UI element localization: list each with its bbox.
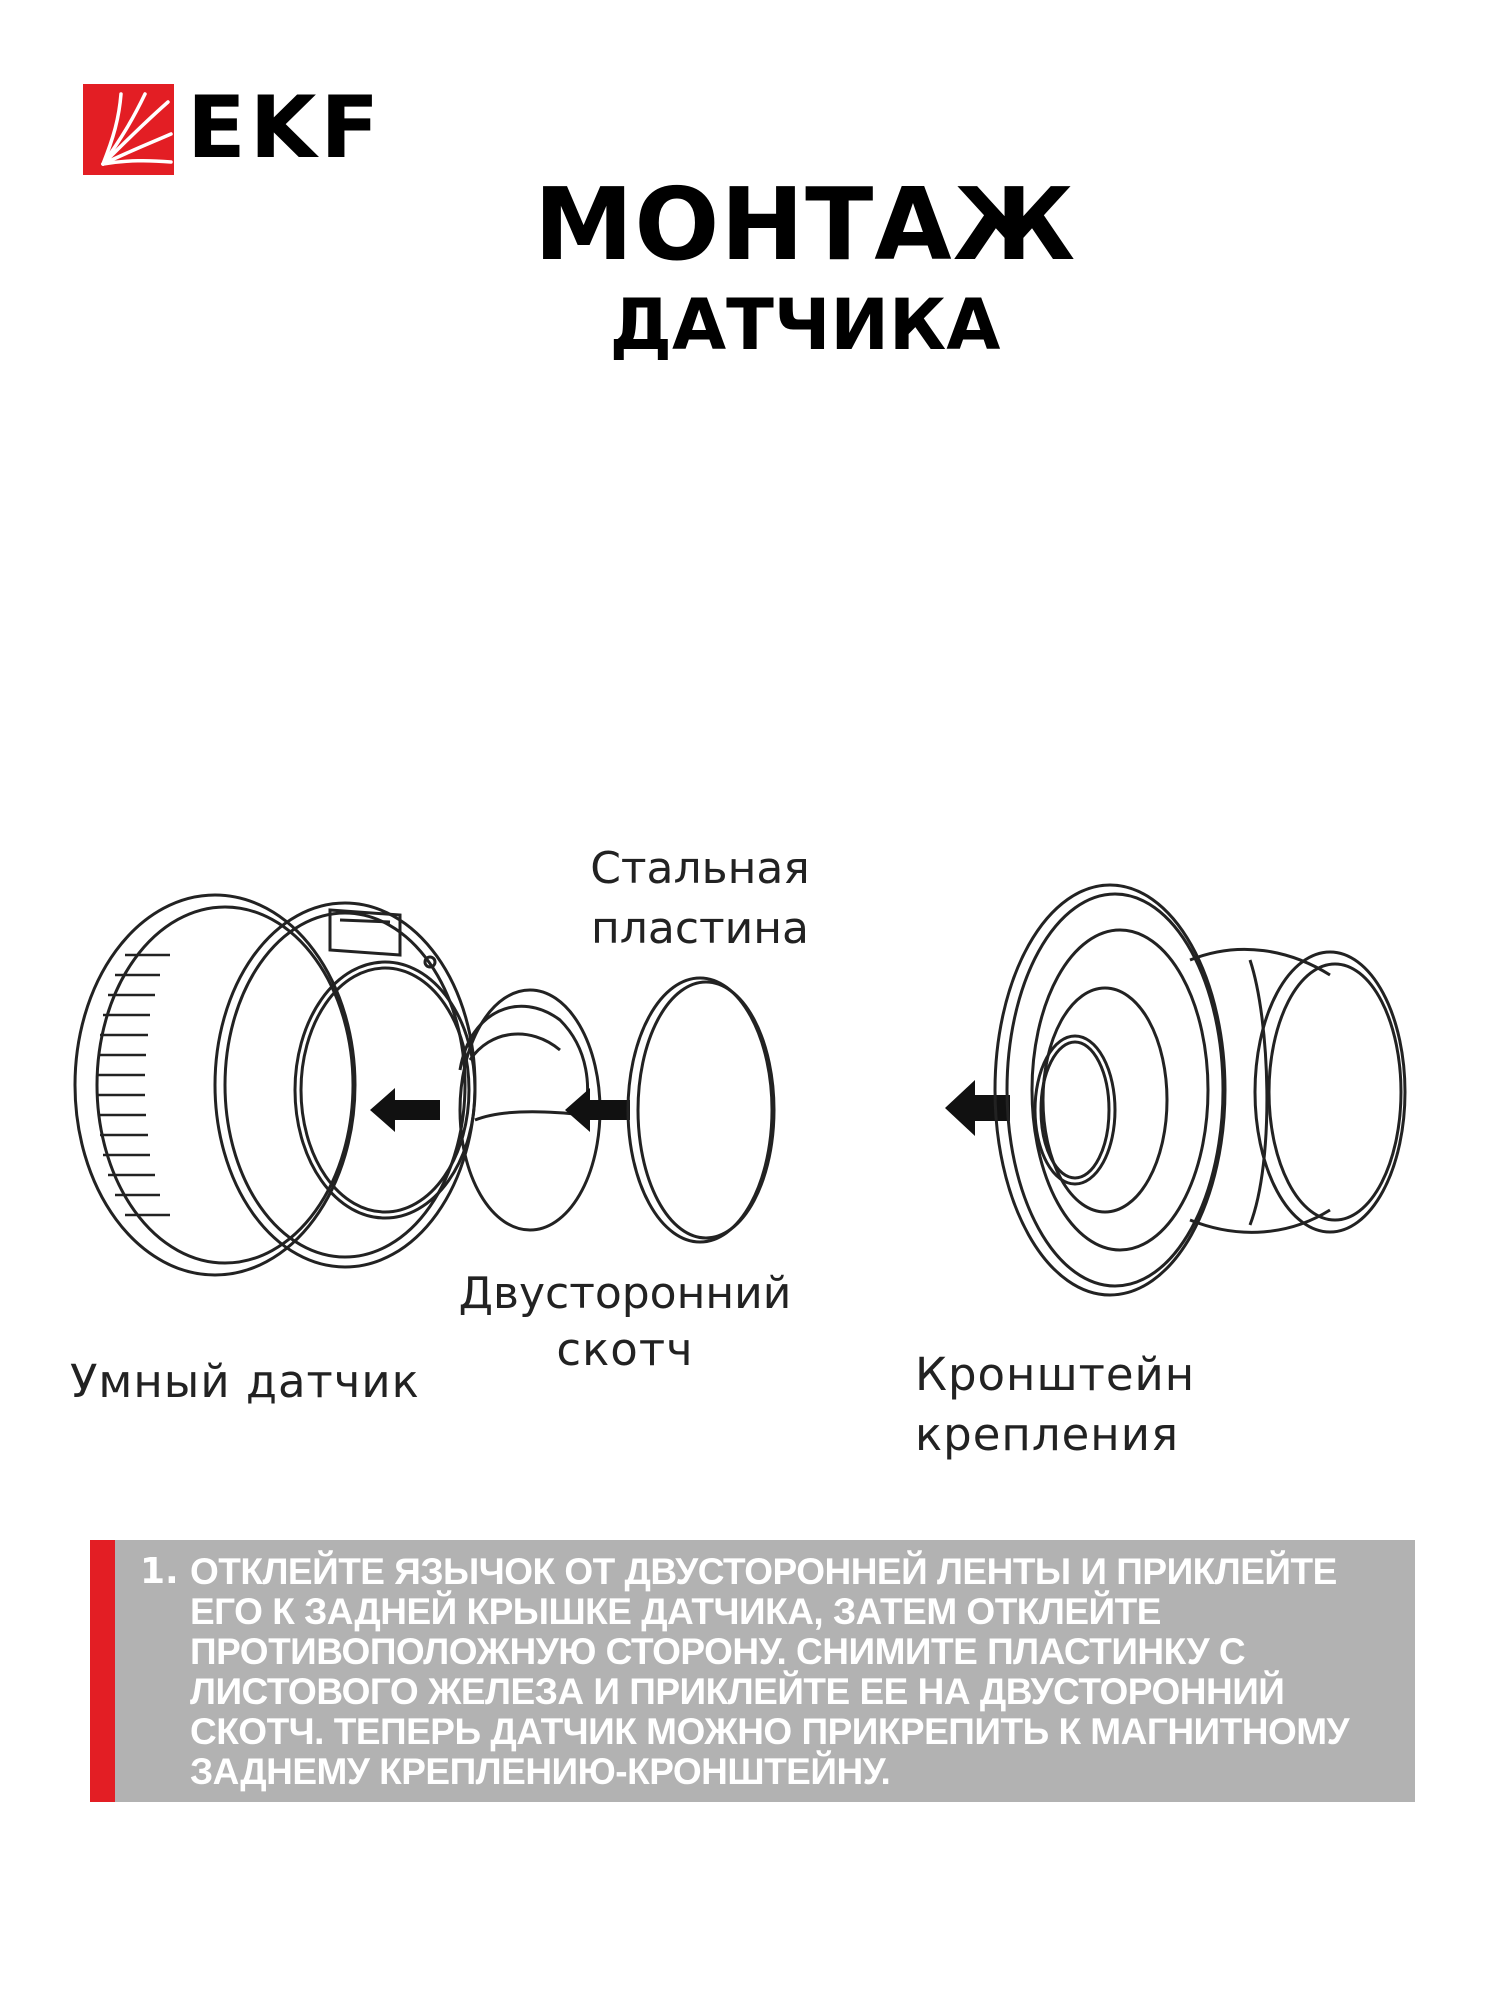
plate-label-line2: пластина — [590, 903, 810, 954]
page-subtitle: ДАТЧИКА — [609, 284, 1001, 366]
left-arrow-icon — [945, 1080, 1010, 1136]
brand-logo — [83, 78, 428, 178]
steel-plate-icon — [628, 978, 774, 1242]
left-arrow-icon — [370, 1088, 440, 1132]
instruction-box — [90, 1540, 1415, 1802]
instruction-text: ОТКЛЕЙТЕ ЯЗЫЧОК ОТ ДВУСТОРОННЕЙ ЛЕНТЫ И ПРИКЛЕЙТЕ ЕГО К ЗАДНЕЙ КРЫШКЕ ДАТЧИКА, ЗАТЕМ ОТКЛЕЙТЕ ПРОТИВОПОЛОЖНУЮ СТОРОНУ. СНИМИТЕ ПЛАСТИНКУ С ЛИСТОВОГО ЖЕЛЕЗА И ПРИКЛЕЙТЕ ЕЕ НА ДВУСТОРОННИЙ СКОТЧ. ТЕПЕРЬ ДАТЧИК МОЖНО ПРИКРЕПИТЬ К МАГНИТНОМУ ЗАДНЕМУ КРЕПЛЕНИЮ-КРОНШТЕЙНУ. — [190, 1551, 1350, 1792]
brand-name: EKF — [187, 78, 384, 178]
tape-label-line2: скотч — [556, 1323, 694, 1376]
smart-sensor-icon — [75, 895, 475, 1275]
sensor-label: Умный датчик — [70, 1355, 420, 1408]
accent-bar — [90, 1540, 115, 1802]
mounting-bracket-icon — [995, 885, 1405, 1295]
page-title: МОНТАЖ — [533, 166, 1077, 283]
plate-label-line1: Стальная — [590, 843, 810, 894]
bracket-label: Кронштейн крепления — [915, 1348, 1196, 1461]
mounting-illustration — [0, 820, 1500, 1340]
left-arrow-icon — [565, 1088, 630, 1132]
instruction-number: 1. — [140, 1551, 179, 1592]
tape-label-line1: Двусторонний — [458, 1268, 792, 1319]
ekf-spark-logo-icon — [83, 84, 174, 175]
